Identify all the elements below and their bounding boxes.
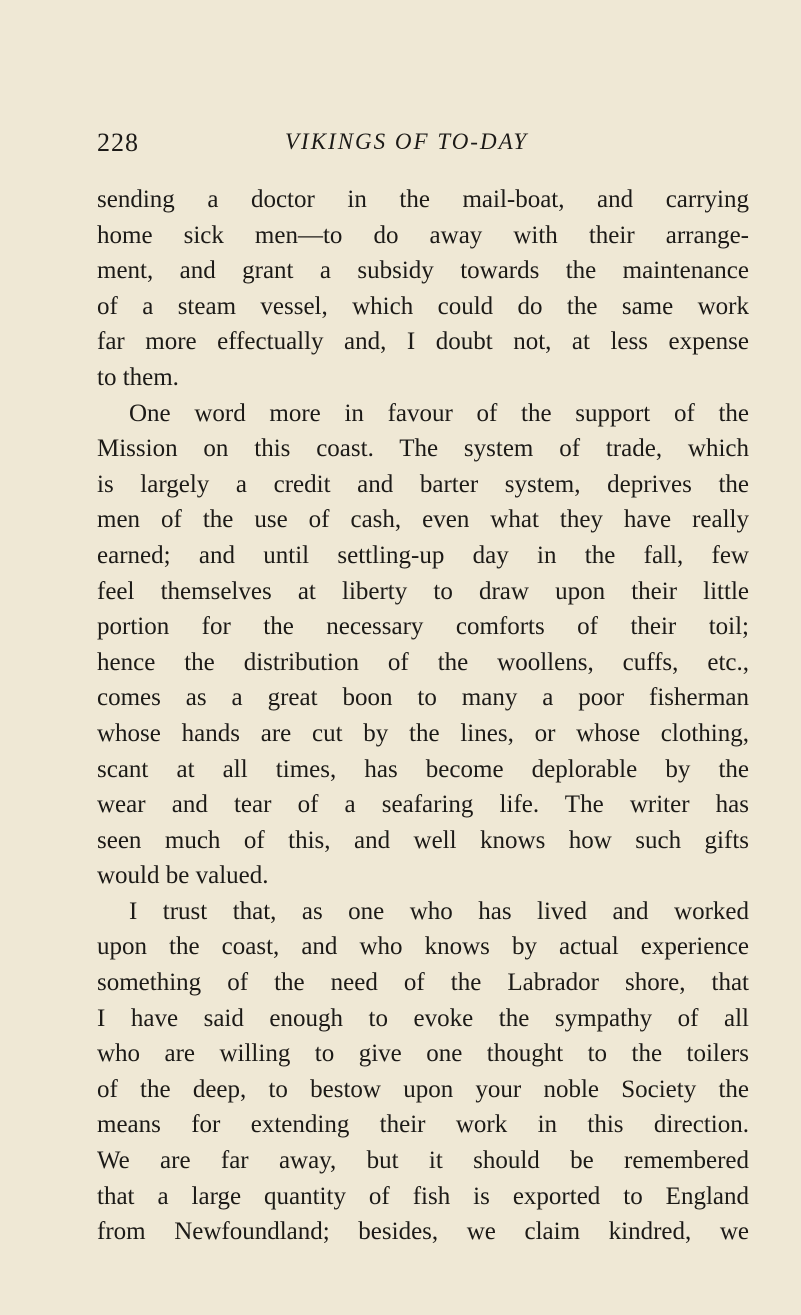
- text-line: sending a doctor in the mail-boat, and carrying: [97, 186, 749, 213]
- text-line: from Newfoundland; besides, we claim kindred, we: [97, 1218, 749, 1246]
- text-line: of a steam vessel, which could do the same work: [97, 292, 749, 320]
- page-number: 228: [97, 128, 139, 157]
- text-line: hence the distribution of the woollens, cuffs, etc.,: [97, 648, 749, 676]
- text-line: would be valued.: [97, 862, 269, 890]
- text-line: of the deep, to bestow upon your noble Society the: [97, 1075, 749, 1103]
- text-line: portion for the necessary comforts of their toil;: [97, 613, 749, 641]
- text-line: scant at all times, has become deplorable by the: [97, 755, 749, 783]
- text-line: that a large quantity of fish is exported to England: [97, 1182, 749, 1210]
- text-line: is largely a credit and barter system, deprives the: [97, 470, 749, 498]
- text-line: Mission on this coast. The system of trade, which: [97, 435, 749, 463]
- text-line: feel themselves at liberty to draw upon their little: [97, 577, 749, 605]
- body-text: [97, 182, 749, 1250]
- text-line: home sick men—to do away with their arrange-: [97, 221, 749, 249]
- text-line: I trust that, as one who has lived and worked: [129, 897, 749, 925]
- text-line: far more effectually and, I doubt not, at less expense: [97, 328, 749, 356]
- text-line: ment, and grant a subsidy towards the maintenance: [97, 257, 749, 285]
- text-line: to them.: [97, 363, 179, 391]
- text-line: something of the need of the Labrador shore, that: [97, 969, 749, 997]
- text-line: I have said enough to evoke the sympathy of all: [97, 1004, 749, 1032]
- text-line: whose hands are cut by the lines, or whose clothing,: [97, 719, 749, 747]
- running-head: [97, 128, 747, 162]
- text-line: earned; and until settling-up day in the fall, few: [97, 541, 749, 569]
- text-line: means for extending their work in this direction.: [97, 1111, 749, 1139]
- text-line: upon the coast, and who knows by actual experience: [97, 933, 749, 961]
- text-line: We are far away, but it should be remembered: [97, 1147, 749, 1175]
- text-line: One word more in favour of the support of the: [129, 399, 749, 427]
- text-line: wear and tear of a seafaring life. The writer has: [97, 791, 749, 819]
- running-title: VIKINGS OF TO-DAY: [285, 129, 529, 154]
- text-line: who are willing to give one thought to the toilers: [97, 1040, 749, 1068]
- text-line: men of the use of cash, even what they have really: [97, 506, 749, 534]
- text-line: comes as a great boon to many a poor fisherman: [97, 684, 749, 712]
- text-line: seen much of this, and well knows how such gifts: [97, 826, 749, 854]
